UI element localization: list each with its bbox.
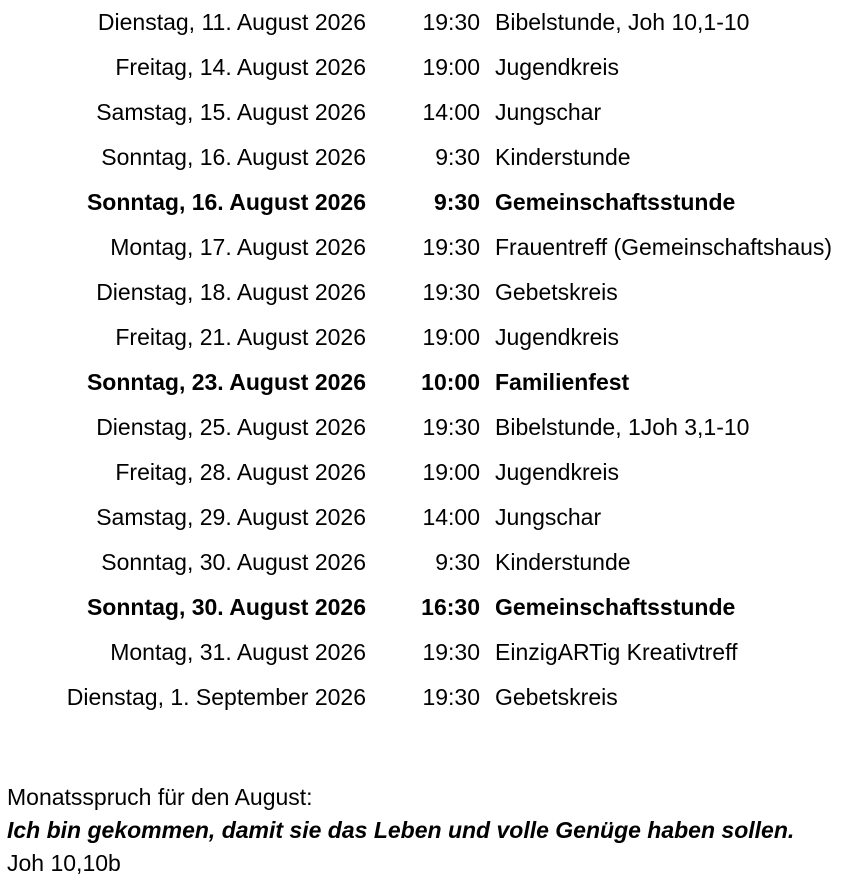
event-date: Montag, 17. August 2026 xyxy=(110,234,366,260)
event-date: Freitag, 28. August 2026 xyxy=(115,459,366,485)
event-time: 9:30 xyxy=(435,144,480,170)
event-title: Gemeinschaftsstunde xyxy=(495,189,736,215)
event-date: Freitag, 21. August 2026 xyxy=(115,324,366,350)
schedule-row xyxy=(0,540,868,585)
event-title: Kinderstunde xyxy=(495,549,631,575)
event-title: Jugendkreis xyxy=(495,459,620,485)
monthly-verse-reference: Joh 10,10b xyxy=(7,850,121,876)
schedule-row xyxy=(0,135,868,180)
schedule-row xyxy=(0,405,868,450)
event-date: Sonntag, 23. August 2026 xyxy=(86,369,366,395)
event-title: Gemeinschaftsstunde xyxy=(495,594,736,620)
schedule-row xyxy=(0,585,868,630)
event-time: 19:30 xyxy=(422,279,480,305)
event-date: Dienstag, 1. September 2026 xyxy=(66,684,366,710)
event-date: Sonntag, 30. August 2026 xyxy=(101,549,366,575)
event-title: Jungschar xyxy=(495,99,602,125)
event-title: Kinderstunde xyxy=(495,144,631,170)
monthly-verse-text: Ich bin gekommen, damit sie das Leben und volle Genüge haben sollen. xyxy=(7,817,795,843)
event-time: 14:00 xyxy=(422,99,480,125)
event-date: Dienstag, 18. August 2026 xyxy=(96,279,366,305)
event-time: 19:30 xyxy=(422,9,480,35)
event-date: Sonntag, 16. August 2026 xyxy=(101,144,366,170)
event-time: 19:00 xyxy=(422,54,480,80)
event-time: 19:30 xyxy=(422,414,480,440)
event-date: Dienstag, 11. August 2026 xyxy=(97,9,366,35)
event-time: 16:30 xyxy=(421,594,480,620)
monthly-verse-section xyxy=(7,781,794,880)
event-time: 19:30 xyxy=(422,234,480,260)
schedule-row xyxy=(0,45,868,90)
event-date: Freitag, 14. August 2026 xyxy=(115,54,366,80)
schedule-row xyxy=(0,315,868,360)
event-time: 14:00 xyxy=(422,504,480,530)
schedule-row xyxy=(0,90,868,135)
event-title: Bibelstunde, Joh 10,1-10 xyxy=(495,9,750,35)
schedule-row xyxy=(0,0,868,45)
event-title: Jugendkreis xyxy=(495,54,620,80)
event-time: 19:00 xyxy=(422,459,480,485)
schedule-row xyxy=(0,450,868,495)
monthly-verse-heading: Monatsspruch für den August: xyxy=(7,784,313,810)
event-title: Jungschar xyxy=(495,504,602,530)
event-title: Gebetskreis xyxy=(495,684,618,710)
event-date: Sonntag, 30. August 2026 xyxy=(86,594,366,620)
event-date: Dienstag, 25. August 2026 xyxy=(96,414,366,440)
event-title: Familienfest xyxy=(495,369,630,395)
event-time: 19:30 xyxy=(422,639,480,665)
event-title: Bibelstunde, 1Joh 3,1-10 xyxy=(495,414,750,440)
event-time: 10:00 xyxy=(421,369,480,395)
event-time: 9:30 xyxy=(435,549,480,575)
event-title: Gebetskreis xyxy=(495,279,618,305)
schedule-row xyxy=(0,675,868,720)
schedule-row xyxy=(0,495,868,540)
event-title: EinzigARTig Kreativtreff xyxy=(495,639,738,665)
event-title: Frauentreff (Gemeinschaftshaus) xyxy=(495,234,833,260)
schedule-row xyxy=(0,630,868,675)
schedule-row xyxy=(0,270,868,315)
event-title: Jugendkreis xyxy=(495,324,620,350)
event-time: 19:30 xyxy=(422,684,480,710)
event-date: Samstag, 15. August 2026 xyxy=(96,99,366,125)
schedule-row xyxy=(0,180,868,225)
event-date: Sonntag, 16. August 2026 xyxy=(86,189,366,215)
event-date: Montag, 31. August 2026 xyxy=(110,639,366,665)
event-time: 9:30 xyxy=(433,189,480,215)
event-date: Samstag, 29. August 2026 xyxy=(96,504,366,530)
schedule-row xyxy=(0,225,868,270)
event-time: 19:00 xyxy=(422,324,480,350)
schedule-row xyxy=(0,360,868,405)
